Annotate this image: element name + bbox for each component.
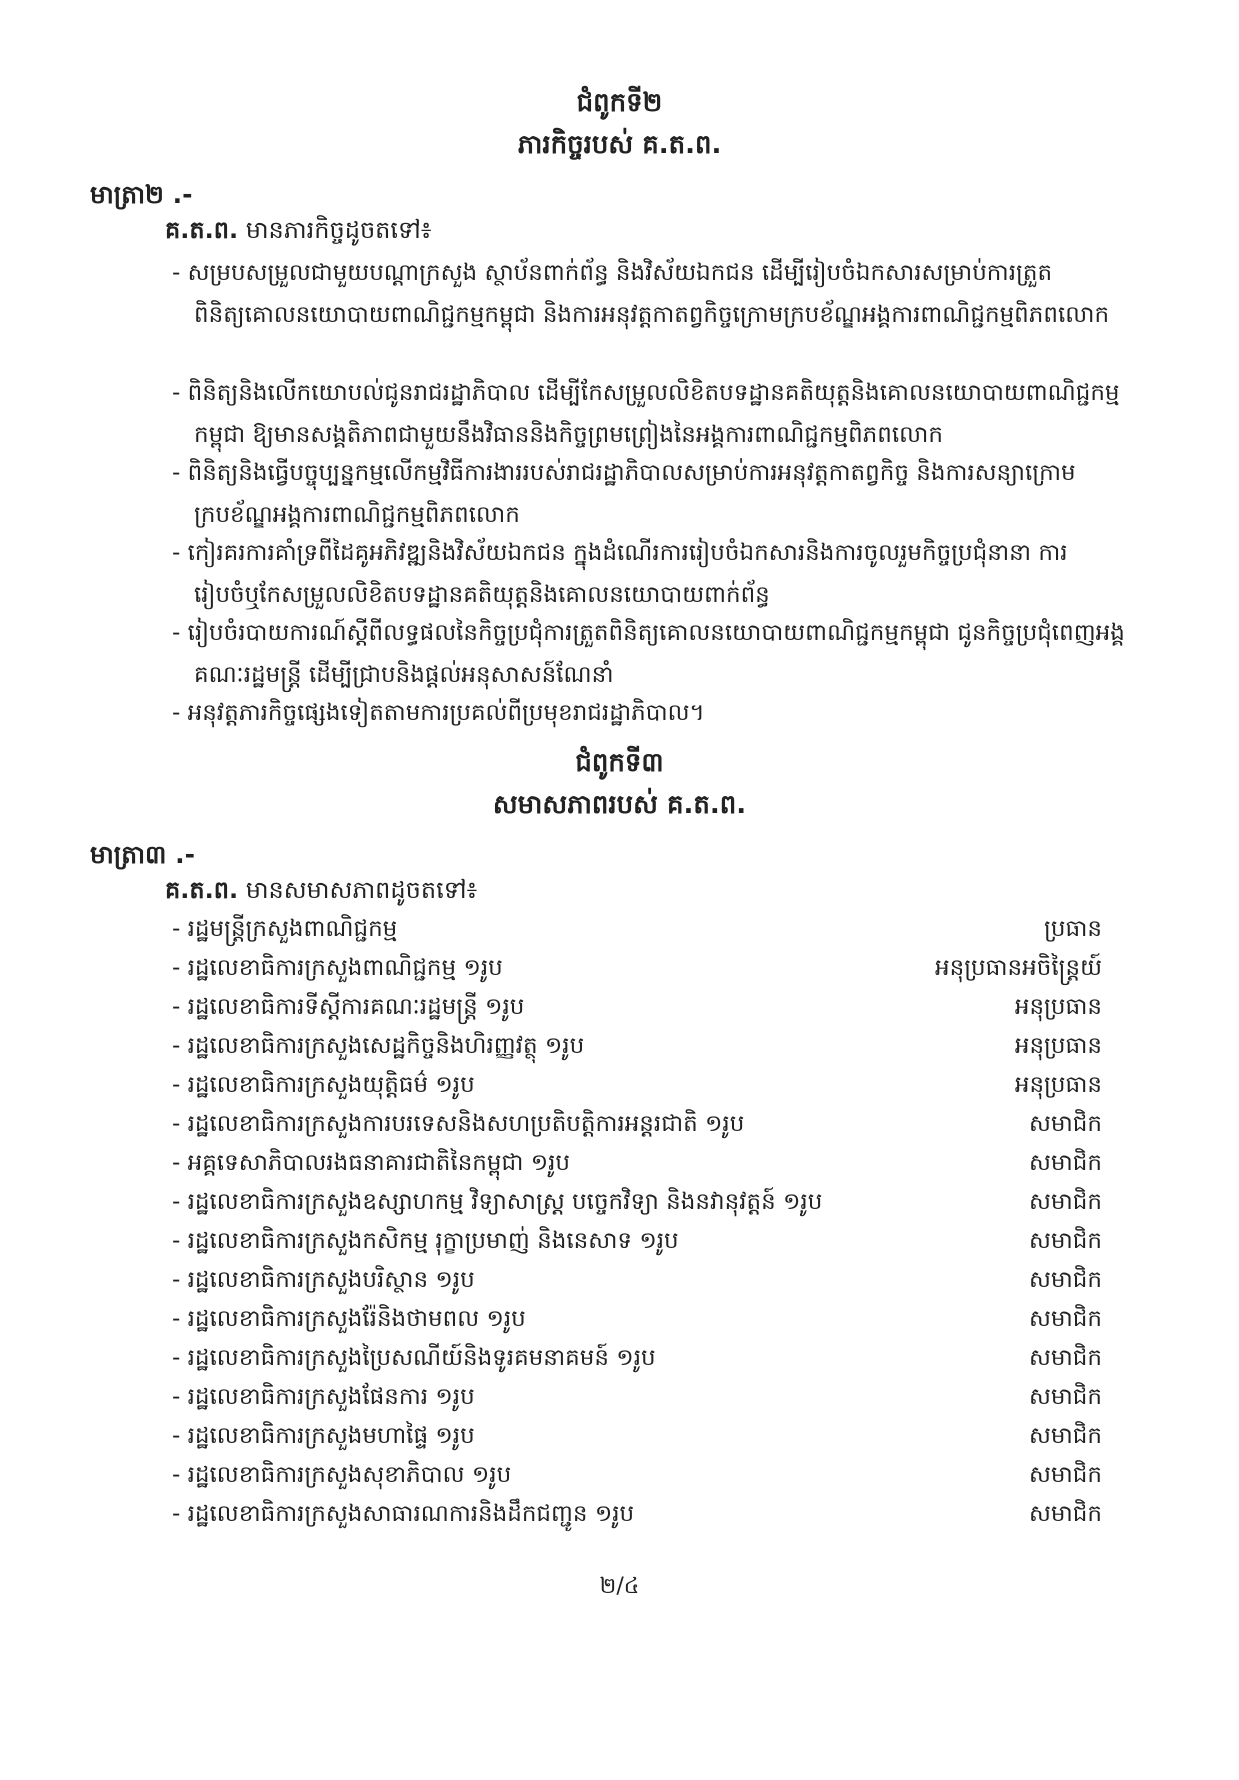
member-name: - រដ្ឋលេខាធិការក្រសួងប្រៃសណីយ៍និងទូរគមនាគមន៍ ១រូប	[172, 1344, 656, 1371]
member-name: - រដ្ឋលេខាធិការទីស្តីការគណៈរដ្ឋមន្ត្រី ១រូប	[172, 993, 525, 1020]
member-role: សមាជិក	[1029, 1500, 1102, 1527]
page-number: ២/៤	[599, 1574, 640, 1599]
chapter3-subtitle: សមាសភាពរបស់ គ.ត.ព.	[492, 790, 747, 820]
duty-item-4: - កៀរគរការគាំទ្រពីដៃគូអភិវឌ្ឍនិងវិស័យឯកជន ក្នុងដំណើរការរៀបចំឯកសារនិងការចូលរួមកិច្ចប្រជុំនានា ការរៀបចំឬកែសម្រួលលិខិតបទដ្ឋានគតិយុត្តនិងគោលនយោបាយពាក់ព័ន្ធ	[172, 540, 1068, 608]
member-role: សមាជិក	[1029, 1227, 1102, 1254]
member-row	[172, 1497, 1102, 1535]
article2-label: មាត្រា២ .-	[90, 180, 193, 209]
member-row	[172, 1419, 1102, 1457]
article2-intro-abbr: គ.ត.ព.	[165, 216, 239, 244]
member-row	[172, 990, 1102, 1028]
member-role: អនុប្រធានអចិន្ត្រៃយ៍	[935, 954, 1102, 981]
duty-item-3: - ពិនិត្យនិងធ្វើបច្ចុប្បន្នកម្មលើកម្មវិធីការងាររបស់រាជរដ្ឋាភិបាលសម្រាប់ការអនុវត្តកាតព្វកិច្ច និងការសន្យាក្រោមក្របខ័ណ្ឌអង្គការពាណិជ្ជកម្មពិភពលោក	[172, 460, 1076, 528]
chapter2-title: ជំពូកទី២	[576, 88, 663, 118]
member-name: - រដ្ឋលេខាធិការក្រសួងរ៉ែនិងថាមពល ១រូប	[172, 1305, 526, 1332]
member-role: អនុប្រធាន	[1014, 1032, 1102, 1059]
duty-item-2: - ពិនិត្យនិងលើកយោបល់ជូនរាជរដ្ឋាភិបាល ដើម្បីកែសម្រួលលិខិតបទដ្ឋានគតិយុត្តនិងគោលនយោបាយពាណិជ្ជកម្មកម្ពុជា ឱ្យមានសង្គតិភាពជាមួយនឹងវិធាននិងកិច្ចព្រមព្រៀងនៃអង្គការពាណិជ្ជកម្មពិភពលោក	[172, 380, 1120, 448]
member-row	[172, 1380, 1102, 1418]
member-name: - រដ្ឋលេខាធិការក្រសួងសាធារណការនិងដឹកជញ្ជូន ១រូប	[172, 1500, 635, 1527]
member-role: ប្រធាន	[1044, 915, 1102, 942]
article2-intro-text: មានភារកិច្ចដូចតទៅ៖	[238, 216, 432, 244]
member-role: សមាជិក	[1029, 1110, 1102, 1137]
member-role: សមាជិក	[1029, 1422, 1102, 1449]
member-row	[172, 1458, 1102, 1496]
member-name: - រដ្ឋលេខាធិការក្រសួងឧស្សាហកម្ម វិទ្យាសាស្ត្រ បច្ចេកវិទ្យា និងនវានុវត្តន៍ ១រូប	[172, 1188, 823, 1215]
member-name: - រដ្ឋលេខាធិការក្រសួងយុត្តិធម៌ ១រូប	[172, 1071, 475, 1098]
member-row	[172, 1185, 1102, 1223]
member-row	[172, 951, 1102, 989]
member-name: - រដ្ឋលេខាធិការក្រសួងបរិស្ថាន ១រូប	[172, 1266, 475, 1293]
chapter3-title: ជំពូកទី៣	[575, 748, 664, 778]
member-row	[172, 1341, 1102, 1379]
member-row	[172, 1107, 1102, 1145]
member-name: - រដ្ឋលេខាធិការក្រសួងសេដ្ឋកិច្ចនិងហិរញ្ញវត្ថុ ១រូប	[172, 1032, 585, 1059]
member-role: អនុប្រធាន	[1014, 993, 1102, 1020]
member-role: សមាជិក	[1029, 1188, 1102, 1215]
member-row	[172, 1029, 1102, 1067]
member-name: - រដ្ឋលេខាធិការក្រសួងពាណិជ្ជកម្ម ១រូប	[172, 954, 503, 981]
member-role: សមាជិក	[1029, 1383, 1102, 1410]
duty-item-1: - សម្របសម្រួលជាមួយបណ្តាក្រសួង ស្ថាប័នពាក់ព័ន្ធ និងវិស័យឯកជន ដើម្បីរៀបចំឯកសារសម្រាប់ការត្រួតពិនិត្យគោលនយោបាយពាណិជ្ជកម្មកម្ពុជា និងការអនុវត្តកាតព្វកិច្ចក្រោមក្របខ័ណ្ឌអង្គការពាណិជ្ជកម្មពិភពលោក	[172, 260, 1110, 328]
member-role: សមាជិក	[1029, 1305, 1102, 1332]
member-name: - រដ្ឋលេខាធិការក្រសួងកសិកម្ម រុក្ខាប្រមាញ់ និងនេសាទ ១រូប	[172, 1227, 679, 1254]
chapter2-subtitle: ភារកិច្ចរបស់ គ.ត.ព.	[517, 130, 722, 160]
member-role: សមាជិក	[1029, 1149, 1102, 1176]
member-row	[172, 1263, 1102, 1301]
member-row	[172, 1302, 1102, 1340]
article3-intro-text: មានសមាសភាពដូចតទៅ៖	[238, 876, 478, 904]
article3-intro-abbr: គ.ត.ព.	[165, 876, 239, 904]
article3-label: មាត្រា៣ .-	[90, 840, 195, 869]
member-name: - រដ្ឋលេខាធិការក្រសួងផែនការ ១រូប	[172, 1383, 475, 1410]
duty-item-6: - អនុវត្តភារកិច្ចផ្សេងទៀតតាមការប្រគល់ពីប្រមុខរាជរដ្ឋាភិបាល។	[172, 700, 705, 726]
member-name: - រដ្ឋលេខាធិការក្រសួងការបរទេសនិងសហប្រតិបត្តិការអន្តរជាតិ ១រូប	[172, 1110, 745, 1137]
member-role: សមាជិក	[1029, 1344, 1102, 1371]
member-row	[172, 1146, 1102, 1184]
member-role: សមាជិក	[1029, 1266, 1102, 1293]
member-role: សមាជិក	[1029, 1461, 1102, 1488]
member-name: - រដ្ឋលេខាធិការក្រសួងសុខាភិបាល ១រូប	[172, 1461, 512, 1488]
member-name: - រដ្ឋមន្ត្រីក្រសួងពាណិជ្ជកម្ម	[172, 915, 398, 942]
member-role: អនុប្រធាន	[1014, 1071, 1102, 1098]
duty-item-5: - រៀបចំរបាយការណ៍ស្តីពីលទ្ធផលនៃកិច្ចប្រជុំការត្រួតពិនិត្យគោលនយោបាយពាណិជ្ជកម្មកម្ពុជា ជូនកិច្ចប្រជុំពេញអង្គគណៈរដ្ឋមន្ត្រី ដើម្បីជ្រាបនិងផ្តល់អនុសាសន៍ណែនាំ	[172, 620, 1125, 688]
member-row	[172, 1068, 1102, 1106]
article3-intro	[165, 875, 477, 910]
member-name: - រដ្ឋលេខាធិការក្រសួងមហាផ្ទៃ ១រូប	[172, 1422, 475, 1449]
member-row	[172, 912, 1102, 950]
article2-intro	[165, 215, 431, 250]
member-name: - អគ្គទេសាភិបាលរងធនាគារជាតិនៃកម្ពុជា ១រូប	[172, 1149, 571, 1176]
member-row	[172, 1224, 1102, 1262]
